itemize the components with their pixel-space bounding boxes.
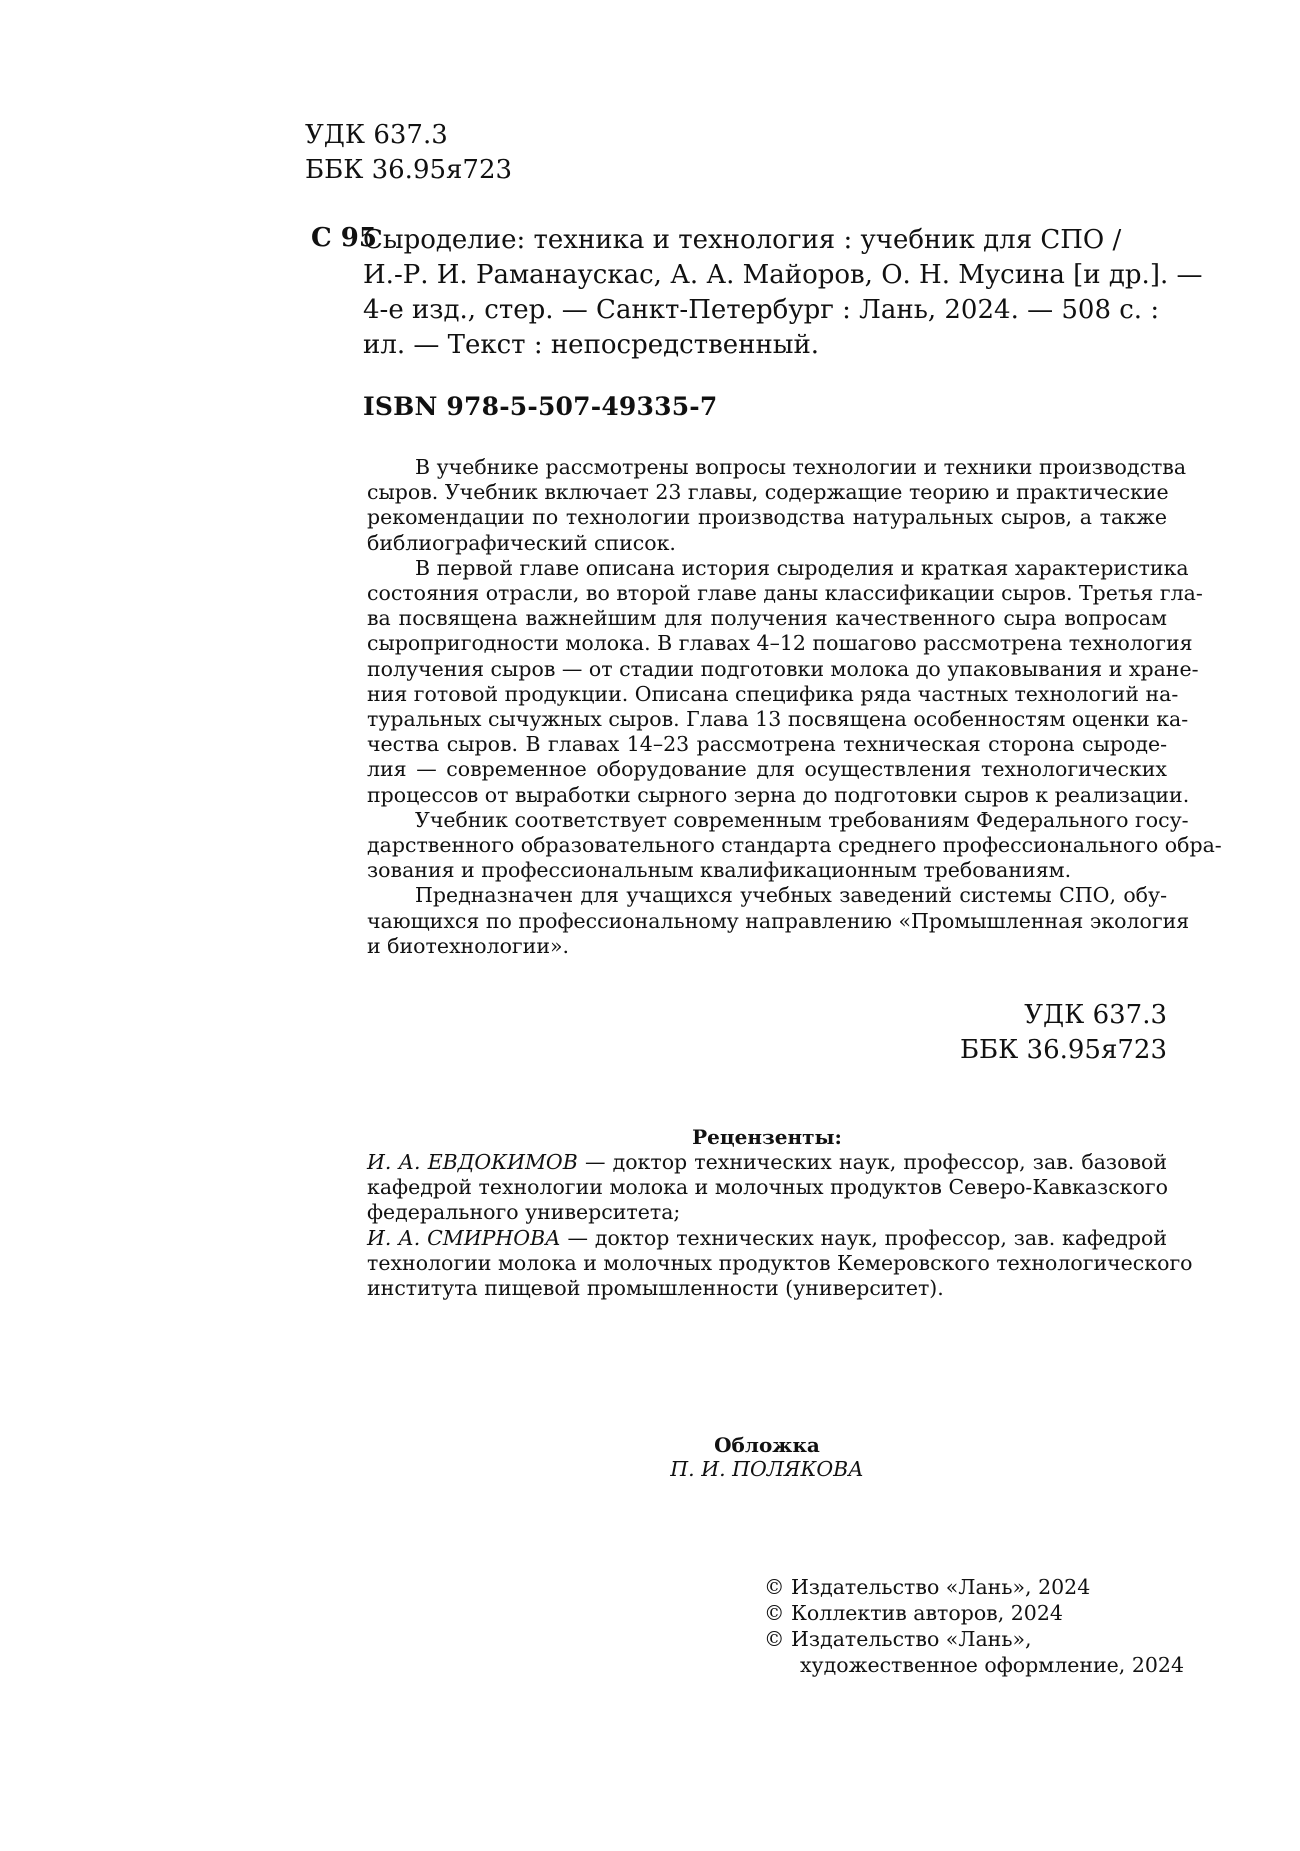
udk-bbk-top xyxy=(305,118,512,188)
abstract-line: рекомендации по технологии производства натуральных сыров, а также xyxy=(367,505,1167,530)
abstract-line: ния готовой продукции. Описана специфика ряда частных технологий на- xyxy=(367,681,1179,706)
bibliographic-line: Сыроделие: техника и технология : учебник для СПО / xyxy=(363,225,1122,255)
copyright-line: © Коллектив авторов, 2024 xyxy=(764,1601,1063,1625)
reviewers-title: Рецензенты: xyxy=(692,1125,842,1149)
abstract-line: и биотехнологии». xyxy=(367,933,570,958)
abstract-line: зования и профессиональным квалификационным требованиям. xyxy=(367,858,1072,883)
copyright-block xyxy=(764,1574,1184,1678)
abstract-line: процессов от выработки сырного зерна до подготовки сыров к реализации. xyxy=(367,782,1190,807)
abstract-line: сыров. Учебник включает 23 главы, содержащие теорию и практические xyxy=(367,480,1169,505)
bibliographic-description xyxy=(363,223,1203,363)
abstract-line: Предназначен для учащихся учебных заведений системы СПО, обу- xyxy=(415,883,1167,908)
abstract-paragraph xyxy=(367,555,1203,808)
bibliographic-line: ил. — Текст : непосредственный. xyxy=(363,330,820,360)
reviewer-line: кафедрой технологии молока и молочных продуктов Северо-Кавказского xyxy=(367,1175,1168,1200)
abstract-line: В первой главе описана история сыроделия и краткая характеристика xyxy=(415,555,1189,580)
udk-code: УДК 637.3 xyxy=(305,120,448,150)
reviewer-line: технологии молока и молочных продуктов Кемеровского технологического xyxy=(367,1250,1193,1275)
abstract-line: библиографический список. xyxy=(367,530,676,555)
abstract-line: ва посвящена важнейшим для получения качественного сыра вопросам xyxy=(367,606,1167,631)
author-mark: С 95 xyxy=(311,223,377,253)
abstract-line: туральных сычужных сыров. Глава 13 посвящена особенностям оценки ка- xyxy=(367,707,1189,732)
bibliographic-line: 4-е изд., стер. — Санкт-Петербург : Лань, 2024. — 508 с. : xyxy=(363,295,1160,325)
abstract-paragraph xyxy=(367,455,1187,556)
abstract-line: чающихся по профессиональному направлению «Промышленная экология xyxy=(367,908,1190,933)
abstract-line: получения сыров — от стадии подготовки молока до упаковывания и хране- xyxy=(367,656,1199,681)
abstract-line: Учебник соответствует современным требованиям Федерального госу- xyxy=(415,807,1189,832)
abstract-line: дарственного образовательного стандарта среднего профессионального обра- xyxy=(367,833,1222,858)
abstract-line: чества сыров. В главах 14–23 рассмотрена техническая сторона сыроде- xyxy=(367,732,1167,757)
abstract xyxy=(367,455,1222,959)
bbk-code: ББК 36.95я723 xyxy=(959,1035,1167,1065)
cover-designer: П. И. ПОЛЯКОВА xyxy=(670,1457,864,1481)
copyright-line: © Издательство «Лань», 2024 xyxy=(764,1575,1091,1599)
udk-bbk-right xyxy=(960,998,1167,1068)
copyright-line: © Издательство «Лань», xyxy=(764,1627,1032,1651)
reviewer-line: И. А. ЕВДОКИМОВ — доктор технических наук, профессор, зав. базовой xyxy=(367,1150,1167,1174)
abstract-line: состояния отрасли, во второй главе даны классификации сыров. Третья гла- xyxy=(367,581,1203,606)
abstract-line: В учебнике рассмотрены вопросы технологии и техники производства xyxy=(415,455,1187,479)
abstract-line: сыропригодности молока. В главах 4–12 пошагово рассмотрена технология xyxy=(367,631,1193,656)
reviewer-line: И. А. СМИРНОВА — доктор технических наук, профессор, зав. кафедрой xyxy=(367,1225,1167,1250)
abstract-paragraph xyxy=(367,883,1190,959)
udk-code: УДК 637.3 xyxy=(1024,1000,1167,1030)
reviewer-line: федерального университета; xyxy=(367,1200,681,1225)
reviewers-list xyxy=(367,1150,1193,1301)
abstract-paragraph xyxy=(367,807,1222,884)
copyright-line: художественное оформление, 2024 xyxy=(800,1653,1185,1677)
reviewer-line: института пищевой промышленности (университет). xyxy=(367,1276,944,1301)
reviewer-name: И. А. СМИРНОВА xyxy=(367,1225,561,1250)
abstract-line: лия — современное оборудование для осуществления технологических xyxy=(367,757,1167,782)
bbk-code: ББК 36.95я723 xyxy=(305,155,513,185)
cover-title: Обложка xyxy=(714,1433,820,1457)
reviewer-name: И. А. ЕВДОКИМОВ xyxy=(367,1150,578,1174)
isbn: ISBN 978-5-507-49335-7 xyxy=(363,392,718,421)
bibliographic-line: И.-Р. И. Раманаускас, А. А. Майоров, О. Н. Мусина [и др.]. — xyxy=(363,260,1203,290)
